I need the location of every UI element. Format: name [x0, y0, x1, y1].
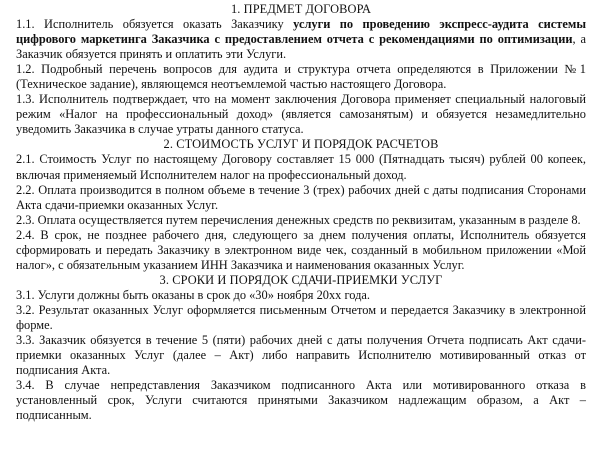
clause-3-2: 3.2. Результат оказанных Услуг оформляется письменным Отчетом и передается Заказчику в электронной форме. — [16, 302, 586, 332]
section-2-heading: 2. СТОИМОСТЬ УСЛУГ И ПОРЯДОК РАСЧЕТОВ — [163, 137, 439, 152]
clause-2-3: 2.3. Оплата осуществляется путем перечисления денежных средств по реквизитам, указанным в разделе 8. — [16, 212, 581, 227]
contract-document — [16, 2, 586, 423]
clause-1-1-text-end: , а Заказчик обязуется принять и оплатить эти Услуги. — [16, 32, 586, 62]
clause-1-2: 1.2. Подробный перечень вопросов для аудита и структура отчета определяются в Приложении №1 (Техническое задание), являющемся неотъемлемой частью настоящего Договора. — [16, 62, 586, 92]
clause-2-1: 2.1. Стоимость Услуг по настоящему Договору составляет 15 000 (Пятнадцать тысяч) рублей 00 копеек, включая применяемый Исполнителем налог на профессиональный доход. — [16, 152, 586, 182]
clause-1-3: 1.3. Исполнитель подтверждает, что на момент заключения Договора применяет специальный налоговый режим «Налог на профессиональный доход» (является самозанятым) и обязуется незамедлительно уведомить Заказчика в случае утраты данного статуса. — [16, 92, 586, 137]
section-1-heading: 1. ПРЕДМЕТ ДОГОВОРА — [230, 2, 372, 16]
clause-1-1-service-description: услуги по проведению экспресс-аудита системы цифрового маркетинга Заказчика с предоставлением отчета с рекомендациями по оптимизации — [16, 17, 587, 47]
clause-2-4: 2.4. В срок, не позднее рабочего дня, следующего за днем получения оплаты, Исполнитель обязуется сформировать и передать Заказчику в электронном виде чек, созданный в мобильном приложении «Мой налог», с обязательным указанием ИНН Заказчика и наименования оказанных Услуг. — [16, 227, 586, 272]
section-3-heading: 3. СРОКИ И ПОРЯДОК СДАЧИ-ПРИЕМКИ УСЛУГ — [159, 272, 443, 287]
clause-1-1 — [16, 17, 586, 62]
clause-3-4: 3.4. В случае непредставления Заказчиком подписанного Акта или мотивированного отказа в установленный срок, Услуги считаются принятыми Заказчиком надлежащим образом, а Акт – подписанным. — [16, 378, 586, 423]
clause-3-1: 3.1. Услуги должны быть оказаны в срок до «30» ноября 20хх года. — [16, 287, 370, 302]
clause-3-3: 3.3. Заказчик обязуется в течение 5 (пяти) рабочих дней с даты получения Отчета подписать Акт сдачи-приемки оказанных Услуг (далее – Акт) либо направить Исполнителю мотивированный отказ от подписания Акта. — [16, 333, 586, 378]
clause-2-2: 2.2. Оплата производится в полном объеме в течение 3 (трех) рабочих дней с даты подписания Сторонами Акта сдачи-приемки оказанных Услуг. — [16, 182, 586, 212]
clause-1-1-text-start: 1.1. Исполнитель обязуется оказать Заказчику — [16, 17, 294, 32]
